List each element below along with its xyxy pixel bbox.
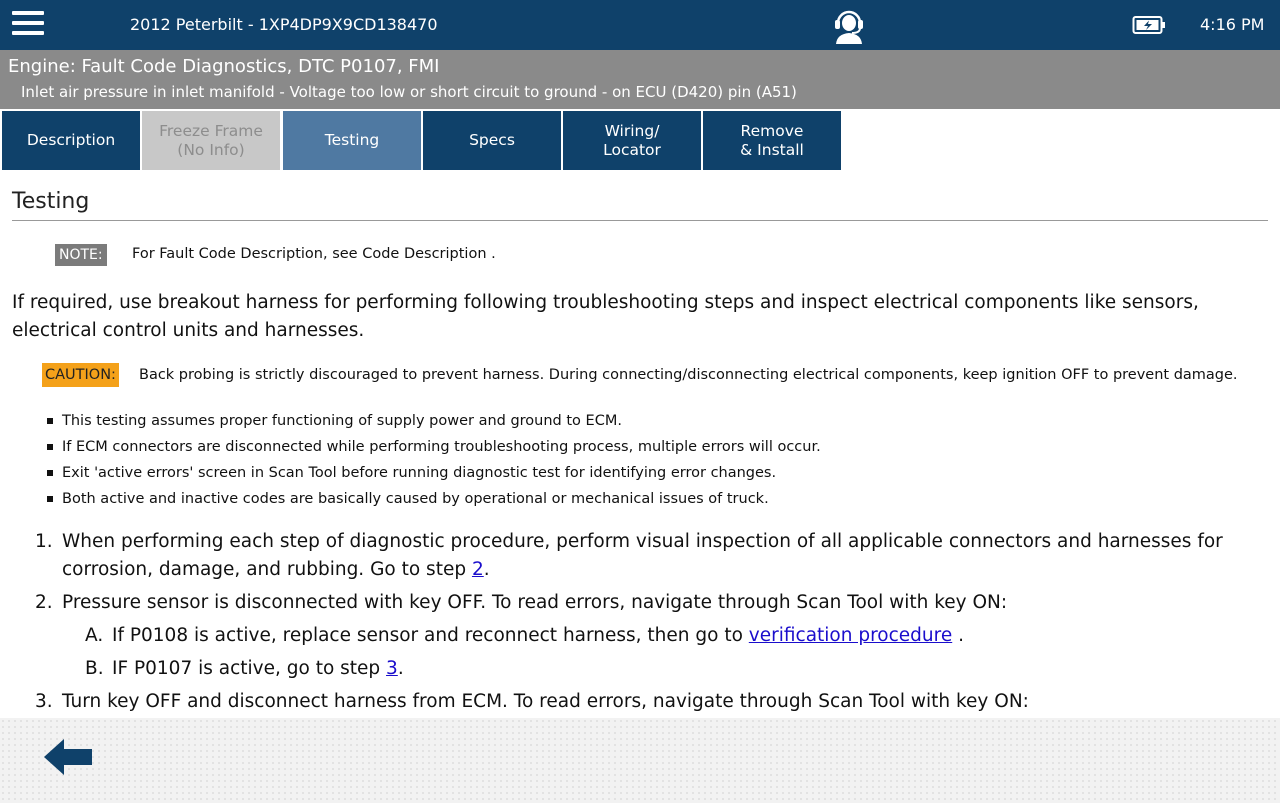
caution-badge: CAUTION: xyxy=(42,363,119,387)
step-text: If P0108 is active, replace sensor and reconnect harness, then go to verification procedure . xyxy=(112,625,964,646)
step-text: IF P0107 is active, go to step 3. xyxy=(112,658,404,679)
tab-label-line2: & Install xyxy=(740,140,804,159)
clock: 4:16 PM xyxy=(1200,15,1265,34)
bullet-list xyxy=(46,408,821,512)
hamburger-menu-icon[interactable] xyxy=(12,11,44,39)
list-item: If ECM connectors are disconnected while performing troubleshooting process, multiple errors will occur. xyxy=(46,434,821,460)
step-2b xyxy=(85,655,1185,683)
dtc-subtitle: Inlet air pressure in inlet manifold - Voltage too low or short circuit to ground - on ECU (D420) pin (A51) xyxy=(21,83,797,101)
step-text: Turn key OFF and disconnect harness from ECM. To read errors, navigate through Scan Tool with key ON: xyxy=(62,691,1029,712)
top-bar xyxy=(0,0,1280,50)
list-item: Both active and inactive codes are basically caused by operational or mechanical issues of truck. xyxy=(46,486,821,512)
battery-charging-icon xyxy=(1132,15,1166,35)
tab-label xyxy=(603,122,661,160)
content-panel[interactable] xyxy=(0,170,1280,718)
tab-label: Testing xyxy=(324,131,380,149)
vehicle-title: 2012 Peterbilt - 1XP4DP9X9CD138470 xyxy=(130,15,438,34)
tab-label-line1: Freeze Frame xyxy=(159,121,263,140)
verification-procedure-link[interactable]: verification procedure xyxy=(748,625,953,646)
tab-freeze-frame xyxy=(142,111,280,170)
tab-remove-install[interactable] xyxy=(703,111,841,170)
step-text: When performing each step of diagnostic procedure, perform visual inspection of all applicable connectors and harnesses for corrosion, damage, and rubbing. Go to step 2. xyxy=(62,531,1223,580)
tab-label: Specs xyxy=(469,131,515,149)
headset-support-icon[interactable] xyxy=(832,6,866,44)
note-badge: NOTE: xyxy=(55,244,107,266)
step-2-link[interactable]: 2 xyxy=(471,559,484,580)
step-number: 2. xyxy=(35,592,53,613)
tab-label-line2: (No Info) xyxy=(177,140,245,159)
tab-testing[interactable] xyxy=(283,111,421,170)
list-item: Exit 'active errors' screen in Scan Tool before running diagnostic test for identifying error changes. xyxy=(46,460,821,486)
divider xyxy=(12,220,1268,221)
dtc-header xyxy=(0,50,1280,109)
tab-label-line1: Remove xyxy=(740,121,804,140)
tab-label-line2: Locator xyxy=(603,140,661,159)
caution-text: Back probing is strictly discouraged to prevent harness. During connecting/disconnecting electrical components, keep ignition OFF to prevent damage. xyxy=(139,367,1238,383)
tab-label-line1: Wiring/ xyxy=(604,121,660,140)
step-number: A. xyxy=(85,625,104,646)
page-title: Engine: Fault Code Diagnostics, DTC P0107, FMI xyxy=(8,56,440,77)
note-text: For Fault Code Description, see Code Description . xyxy=(132,246,496,262)
step-number: 1. xyxy=(35,531,53,552)
section-title: Testing xyxy=(12,189,90,214)
step-number: 3. xyxy=(35,691,53,712)
tab-label xyxy=(740,122,804,160)
tab-specs[interactable] xyxy=(423,111,561,170)
step-3 xyxy=(35,688,1235,716)
step-2 xyxy=(35,589,1235,617)
tab-description[interactable] xyxy=(2,111,140,170)
step-text: Pressure sensor is disconnected with key OFF. To read errors, navigate through Scan Tool with key ON: xyxy=(62,592,1008,613)
intro-paragraph: If required, use breakout harness for performing following troubleshooting steps and inspect electrical components like sensors, electrical control units and harnesses. xyxy=(12,292,1199,341)
step-2a xyxy=(85,622,1185,650)
tab-wiring-locator[interactable] xyxy=(563,111,701,170)
step-1 xyxy=(35,528,1275,584)
tab-label xyxy=(159,122,263,160)
list-item: This testing assumes proper functioning of supply power and ground to ECM. xyxy=(46,408,821,434)
step-number: B. xyxy=(85,658,104,679)
step-3-link[interactable]: 3 xyxy=(386,658,398,679)
tab-bar xyxy=(0,109,1280,170)
tab-label: Description xyxy=(26,131,116,149)
footer-bar xyxy=(0,718,1280,803)
back-arrow-icon[interactable] xyxy=(42,737,94,777)
